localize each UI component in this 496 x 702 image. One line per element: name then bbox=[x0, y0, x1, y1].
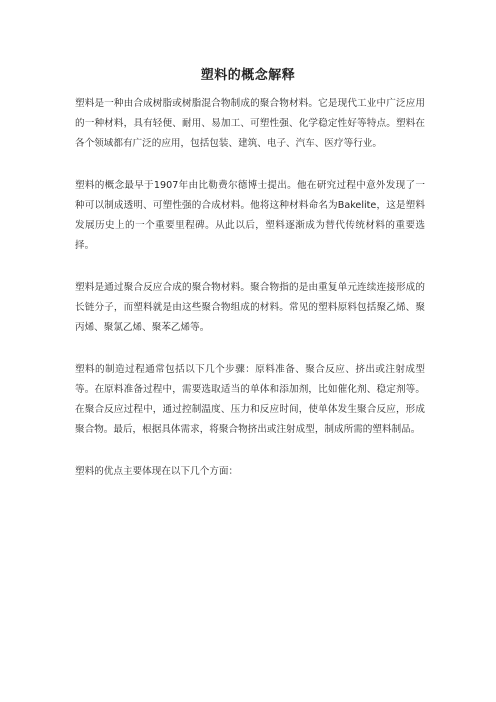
paragraph-definition: 塑料是一种由合成树脂或树脂混合物制成的聚合物材料。它是现代工业中广泛应用的一种材料，具有轻便、耐用、易加工、可塑性强、化学稳定性好等特点。塑料在各个领域都有广泛的应用，包括包装、建筑、电子、汽车、医疗等行业。 bbox=[75, 98, 425, 149]
paragraph-history: 塑料的概念最早于1907年由比勒费尔德博士提出。他在研究过程中意外发现了一种可以制成透明、可塑性强的合成材料。他将这种材料命名为Bakelite，这是塑料发展历史上的一个重要里程碑。从此以后，塑料逐渐成为替代传统材料的重要选择。 bbox=[75, 180, 425, 251]
document-title: 塑料的概念解释 bbox=[200, 68, 296, 83]
document-body bbox=[75, 94, 425, 504]
paragraph-advantages: 塑料的优点主要体现在以下几个方面： bbox=[75, 466, 239, 477]
paragraph-polymer: 塑料是通过聚合反应合成的聚合物材料。聚合物指的是由重复单元连续连接形成的长链分子，而塑料就是由这些聚合物组成的材料。常见的塑料原料包括聚乙烯、聚丙烯、聚氯乙烯、聚苯乙烯等。 bbox=[75, 282, 425, 333]
paragraph-manufacturing: 塑料的制造过程通常包括以下几个步骤：原料准备、聚合反应、挤出或注射成型等。在原料准备过程中，需要选取适当的单体和添加剂，比如催化剂、稳定剂等。在聚合反应过程中，通过控制温度、压力和反应时间，使单体发生聚合反应，形成聚合物。最后，根据具体需求，将聚合物挤出或注射成型，制成所需的塑料制品。 bbox=[75, 364, 425, 435]
